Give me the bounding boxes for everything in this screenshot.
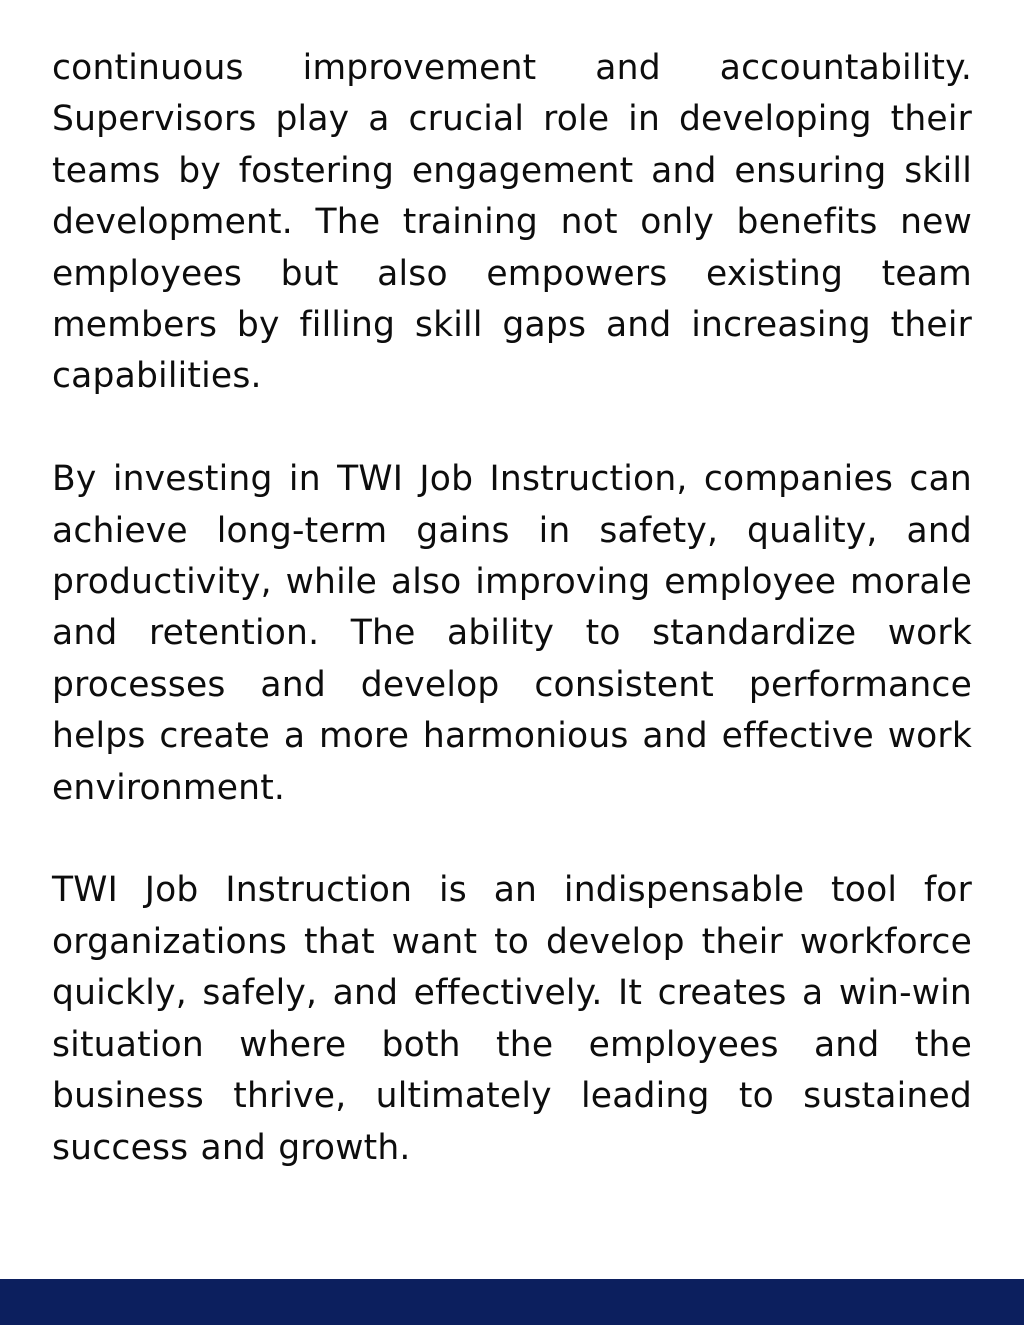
paragraph-investment-benefits: By investing in TWI Job Instruction, companies can achieve long-term gains in safety, quality, and productivity, while also improving employee morale and retention. The ability to standardize work processes and develop consistent performance helps create a more harmonious and effective work environment. <box>52 459 972 808</box>
paragraph-conclusion: TWI Job Instruction is an indispensable tool for organizations that want to develop their workforce quickly, safely, and effectively. It creates a win-win situation where both the employees and the business thrive, ultimately leading to sustained success and growth. <box>52 870 972 1168</box>
document-body <box>52 43 972 1174</box>
footer-band <box>0 1279 1024 1325</box>
paragraph-continuation: continuous improvement and accountability. Supervisors play a crucial role in developing their teams by fostering engagement and ensuring skill development. The training not only benefits new employees but also empowers existing team members by filling skill gaps and increasing their capabilities. <box>52 48 972 397</box>
